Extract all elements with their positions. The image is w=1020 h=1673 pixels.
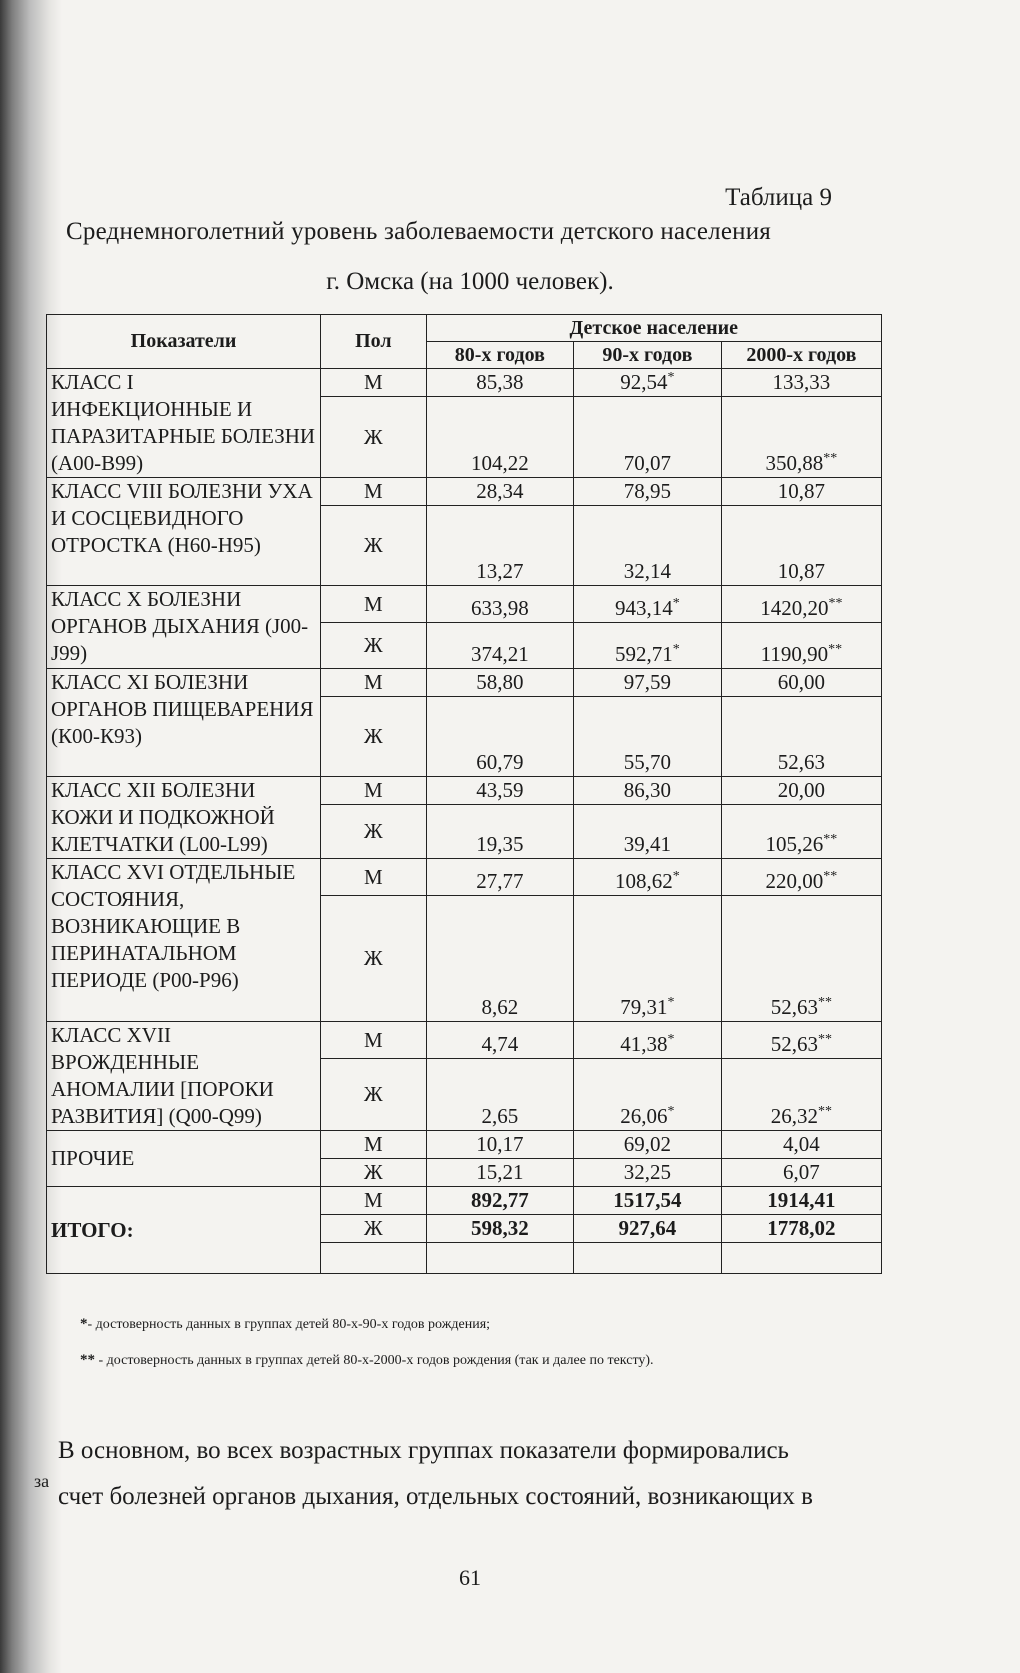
- value-80: 27,77: [476, 869, 524, 893]
- indicator-label: КЛАСС I ИНФЕКЦИОННЫЕ И ПАРАЗИТАРНЫЕ БОЛЕЗНИ (А00-В99): [47, 369, 321, 478]
- header-90s: 90-х годов: [574, 342, 722, 369]
- value-cell-90: [574, 397, 722, 478]
- footnote-1: [80, 1316, 490, 1333]
- value-90: 70,07: [623, 451, 672, 475]
- significance-mark: *: [672, 869, 680, 884]
- value-80: 19,35: [476, 832, 524, 856]
- value-2000: 1420,20: [760, 596, 829, 620]
- value-cell-80: [426, 777, 574, 805]
- value-cell-80: [426, 805, 574, 859]
- value-cell-2000: [721, 478, 881, 506]
- sex-cell: Ж: [321, 1159, 426, 1187]
- sex-cell: М: [321, 1131, 426, 1159]
- indicator-label: КЛАСС XVII ВРОЖДЕННЫЕ АНОМАЛИИ [ПОРОКИ РАЗВИТИЯ] (Q00-Q99): [47, 1022, 321, 1131]
- value-cell-2000: [721, 777, 881, 805]
- value-80: 8,62: [481, 995, 519, 1019]
- value-cell-90: [574, 669, 722, 697]
- table-row: [47, 1022, 882, 1059]
- empty-cell: [426, 1243, 574, 1274]
- value-cell-80: [426, 478, 574, 506]
- value-80: 15,21: [476, 1160, 524, 1184]
- empty-cell: [721, 1243, 881, 1274]
- significance-mark: *: [667, 1032, 675, 1047]
- value-cell-90: [574, 805, 722, 859]
- value-2000: 52,63: [770, 995, 818, 1019]
- table-row: [47, 777, 882, 805]
- value-cell-90: [574, 1022, 722, 1059]
- footnote-2-text: - достоверность данных в группах детей 80-х-2000-х годов рождения (так и далее по тексту).: [95, 1353, 654, 1368]
- value-80: 374,21: [470, 642, 529, 666]
- value-90: 78,95: [623, 479, 672, 503]
- empty-cell: [321, 1243, 426, 1274]
- significance-mark: *: [667, 370, 675, 386]
- sex-cell: М: [321, 478, 426, 506]
- value-cell-80: [426, 896, 574, 1022]
- sex-cell: Ж: [321, 896, 426, 1022]
- value-2000: 60,00: [777, 670, 825, 694]
- indicator-label: КЛАСС VIII БОЛЕЗНИ УХА И СОСЦЕВИДНОГО ОТРОСТКА (Н60-Н95): [47, 478, 321, 586]
- sex-cell: Ж: [321, 1059, 426, 1131]
- value-80: 104,22: [470, 451, 529, 475]
- value-cell-2000: [721, 1059, 881, 1131]
- value-80: 85,38: [476, 370, 524, 395]
- header-indicators: Показатели: [47, 315, 321, 369]
- empty-cell: [574, 1243, 722, 1274]
- table-row: [47, 859, 882, 896]
- footnote-2-mark: **: [80, 1352, 95, 1368]
- indicator-label: КЛАСС X БОЛЕЗНИ ОРГАНОВ ДЫХАНИЯ (J00-J99): [47, 586, 321, 669]
- value-80: 58,80: [476, 670, 524, 694]
- header-2000s: 2000-х годов: [721, 342, 881, 369]
- footnote-1-text: - достоверность данных в группах детей 80-х-90-х годов рождения;: [87, 1317, 491, 1332]
- value-90: 97,59: [623, 670, 672, 694]
- indicator-label: ПРОЧИЕ: [47, 1131, 321, 1187]
- significance-mark: *: [672, 596, 680, 611]
- value-80: 10,17: [476, 1132, 524, 1156]
- value-cell-2000: [721, 697, 881, 777]
- value-90: 79,31: [620, 995, 668, 1019]
- indicator-label: КЛАСС XI БОЛЕЗНИ ОРГАНОВ ПИЩЕВАРЕНИЯ (К00-К93): [47, 669, 321, 777]
- value-cell-2000: [721, 859, 881, 896]
- value-cell-80: [426, 697, 574, 777]
- total-value-2000: 1778,02: [721, 1215, 881, 1243]
- table-row: [47, 478, 882, 506]
- page-number: 61: [459, 1565, 481, 1590]
- value-cell-90: [574, 1059, 722, 1131]
- value-90: 943,14: [615, 596, 673, 620]
- value-2000: 350,88: [765, 451, 824, 475]
- value-90: 41,38: [620, 1032, 668, 1056]
- total-label: ИТОГО:: [47, 1187, 321, 1274]
- footnote-2: [80, 1352, 654, 1369]
- value-90: 92,54: [620, 370, 668, 395]
- value-80: 4,74: [481, 1032, 519, 1056]
- value-cell-80: [426, 1059, 574, 1131]
- value-cell-80: [426, 369, 574, 397]
- table-label: Таблица 9: [725, 184, 832, 211]
- morbidity-table: [46, 314, 882, 1274]
- value-cell-2000: [721, 669, 881, 697]
- sex-cell: М: [321, 669, 426, 697]
- value-cell-90: [574, 1159, 722, 1187]
- sex-cell: Ж: [321, 623, 426, 669]
- body-line-1: В основном, во всех возрастных группах показатели формировались: [58, 1437, 789, 1464]
- value-2000: 10,87: [777, 479, 825, 503]
- table-subtitle: г. Омска (на 1000 человек).: [326, 268, 614, 295]
- value-cell-90: [574, 623, 722, 669]
- value-cell-90: [574, 506, 722, 586]
- value-2000: 26,32: [770, 1104, 818, 1128]
- value-90: 26,06: [620, 1104, 668, 1128]
- value-80: 60,79: [476, 750, 524, 774]
- value-cell-90: [574, 478, 722, 506]
- value-cell-80: [426, 506, 574, 586]
- sex-cell: М: [321, 859, 426, 896]
- value-2000: 20,00: [777, 778, 825, 802]
- body-line-2: счет болезней органов дыхания, отдельных состояний, возникающих в: [58, 1483, 813, 1510]
- table-row: [47, 369, 882, 397]
- value-90: 86,30: [623, 778, 672, 802]
- significance-mark: **: [828, 596, 843, 611]
- indicator-label: КЛАСС XII БОЛЕЗНИ КОЖИ И ПОДКОЖНОЙ КЛЕТЧАТКИ (L00-L99): [47, 777, 321, 859]
- significance-mark: **: [828, 642, 843, 657]
- significance-mark: **: [817, 995, 832, 1010]
- value-80: 43,59: [476, 778, 524, 802]
- value-2000: 1190,90: [760, 642, 829, 666]
- sex-cell: Ж: [321, 506, 426, 586]
- value-cell-90: [574, 586, 722, 623]
- value-2000: 105,26: [765, 832, 824, 856]
- value-2000: 220,00: [765, 869, 824, 893]
- total-row: [47, 1187, 882, 1215]
- value-80: 13,27: [476, 559, 524, 583]
- significance-mark: *: [667, 1104, 675, 1119]
- value-cell-2000: [721, 586, 881, 623]
- significance-mark: **: [817, 1104, 832, 1119]
- value-90: 108,62: [615, 869, 673, 893]
- value-cell-80: [426, 859, 574, 896]
- value-2000: 133,33: [772, 370, 831, 395]
- value-2000: 52,63: [777, 750, 825, 774]
- value-2000: 4,04: [782, 1132, 820, 1156]
- value-cell-80: [426, 1022, 574, 1059]
- table-row: [47, 586, 882, 623]
- sex-cell: Ж: [321, 805, 426, 859]
- total-value-90: 1517,54: [574, 1187, 722, 1215]
- significance-mark: **: [823, 832, 838, 847]
- value-cell-90: [574, 777, 722, 805]
- value-2000: 6,07: [782, 1160, 820, 1184]
- sex-cell: Ж: [321, 1215, 426, 1243]
- value-90: 69,02: [623, 1132, 672, 1156]
- indicator-label: КЛАСС XVI ОТДЕЛЬНЫЕ СОСТОЯНИЯ, ВОЗНИКАЮЩИЕ В ПЕРИНАТАЛЬНОМ ПЕРИОДЕ (Р00-Р96): [47, 859, 321, 1022]
- value-cell-2000: [721, 397, 881, 478]
- total-value-80: 598,32: [426, 1215, 574, 1243]
- value-90: 39,41: [623, 832, 672, 856]
- margin-note: за: [34, 1471, 50, 1491]
- header-child-population: Детское население: [426, 315, 881, 342]
- value-cell-90: [574, 369, 722, 397]
- significance-mark: *: [667, 995, 675, 1010]
- header-80s: 80-х годов: [426, 342, 574, 369]
- value-cell-2000: [721, 506, 881, 586]
- significance-mark: **: [817, 1032, 832, 1047]
- value-80: 28,34: [476, 479, 524, 503]
- total-value-2000: 1914,41: [721, 1187, 881, 1215]
- value-cell-80: [426, 1131, 574, 1159]
- value-cell-2000: [721, 805, 881, 859]
- value-cell-2000: [721, 1022, 881, 1059]
- significance-mark: **: [823, 869, 838, 884]
- value-90: 32,25: [623, 1160, 672, 1184]
- significance-mark: *: [672, 642, 680, 657]
- value-80: 2,65: [481, 1104, 519, 1128]
- value-cell-90: [574, 896, 722, 1022]
- value-90: 55,70: [623, 750, 672, 774]
- sex-cell: М: [321, 1187, 426, 1215]
- footnote-1-mark: *: [80, 1316, 88, 1332]
- table-row: [47, 669, 882, 697]
- value-90: 592,71: [615, 642, 673, 666]
- sex-cell: М: [321, 369, 426, 397]
- sex-cell: Ж: [321, 397, 426, 478]
- header-sex: Пол: [321, 315, 426, 369]
- value-cell-2000: [721, 1159, 881, 1187]
- value-cell-90: [574, 1131, 722, 1159]
- value-cell-2000: [721, 369, 881, 397]
- value-cell-80: [426, 669, 574, 697]
- table-title: Среднемноголетний уровень заболеваемости детского населения: [66, 218, 772, 245]
- value-cell-2000: [721, 623, 881, 669]
- value-cell-80: [426, 623, 574, 669]
- value-cell-90: [574, 859, 722, 896]
- value-cell-2000: [721, 896, 881, 1022]
- total-value-80: 892,77: [426, 1187, 574, 1215]
- significance-mark: **: [823, 451, 838, 466]
- value-2000: 52,63: [770, 1032, 818, 1056]
- value-90: 32,14: [623, 559, 672, 583]
- value-cell-80: [426, 586, 574, 623]
- sex-cell: М: [321, 586, 426, 623]
- sex-cell: М: [321, 777, 426, 805]
- sex-cell: Ж: [321, 697, 426, 777]
- value-2000: 10,87: [777, 559, 825, 583]
- total-value-90: 927,64: [574, 1215, 722, 1243]
- sex-cell: М: [321, 1022, 426, 1059]
- value-cell-80: [426, 1159, 574, 1187]
- value-cell-2000: [721, 1131, 881, 1159]
- table-row: [47, 1131, 882, 1159]
- value-cell-90: [574, 697, 722, 777]
- value-80: 633,98: [470, 596, 529, 620]
- value-cell-80: [426, 397, 574, 478]
